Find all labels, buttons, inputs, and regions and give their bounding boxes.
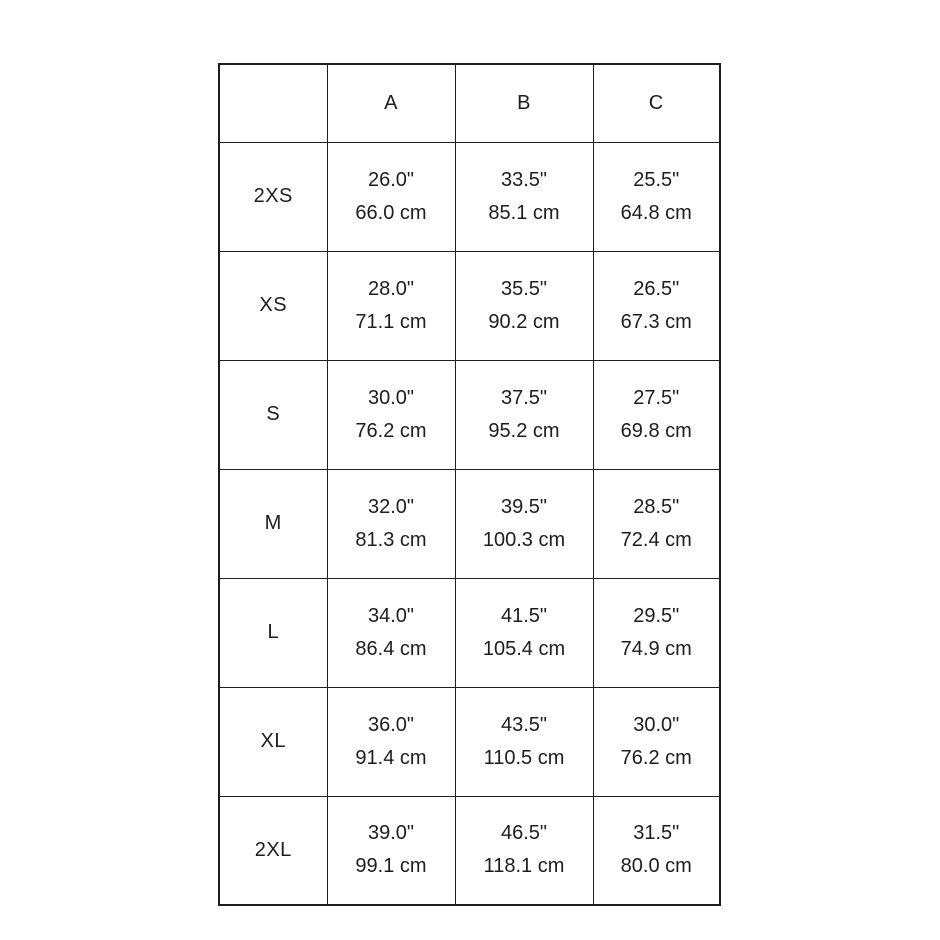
inches-value: 28.5" xyxy=(633,495,680,518)
cm-value: 86.4 cm xyxy=(355,637,427,660)
table-row-xs xyxy=(219,251,720,360)
cm-value: 81.3 cm xyxy=(355,528,427,551)
cm-value: 76.2 cm xyxy=(355,419,427,442)
measurement-cell xyxy=(327,578,455,687)
inches-value: 27.5" xyxy=(633,386,680,409)
inches-value: 43.5" xyxy=(500,713,548,736)
cm-value: 91.4 cm xyxy=(355,746,427,769)
cm-value: 64.8 cm xyxy=(620,201,692,224)
cm-value: 90.2 cm xyxy=(488,310,560,333)
inches-value: 30.0" xyxy=(633,713,680,736)
measurement-cell xyxy=(593,578,720,687)
cm-value: 118.1 cm xyxy=(483,855,565,878)
column-header-b: B xyxy=(455,64,593,142)
measurement-cell xyxy=(455,687,593,796)
measurement-cell xyxy=(327,469,455,578)
inches-value: 39.5" xyxy=(500,495,548,518)
measurement-cell xyxy=(327,687,455,796)
cm-value: 67.3 cm xyxy=(620,310,692,333)
row-label: S xyxy=(219,360,327,469)
inches-value: 39.0" xyxy=(367,822,415,845)
inches-value: 36.0" xyxy=(367,713,415,736)
measurement-cell xyxy=(455,251,593,360)
cm-value: 85.1 cm xyxy=(488,201,560,224)
measurement-cell xyxy=(593,360,720,469)
measurement-cell xyxy=(455,360,593,469)
measurement-cell xyxy=(327,251,455,360)
size-chart-table xyxy=(218,63,721,906)
inches-value: 34.0" xyxy=(367,604,415,627)
cm-value: 105.4 cm xyxy=(482,637,566,660)
inches-value: 30.0" xyxy=(367,386,415,409)
inches-value: 33.5" xyxy=(500,168,548,191)
measurement-cell xyxy=(455,142,593,251)
column-header-c: C xyxy=(593,64,720,142)
table-row-2xl xyxy=(219,796,720,905)
measurement-cell xyxy=(455,469,593,578)
cm-value: 76.2 cm xyxy=(620,746,692,769)
cm-value: 99.1 cm xyxy=(355,855,427,878)
cm-value: 80.0 cm xyxy=(620,855,692,878)
table-row-s xyxy=(219,360,720,469)
cm-value: 69.8 cm xyxy=(620,419,692,442)
cm-value: 66.0 cm xyxy=(355,201,427,224)
inches-value: 25.5" xyxy=(633,168,680,191)
inches-value: 32.0" xyxy=(367,495,415,518)
measurement-cell xyxy=(327,360,455,469)
cm-value: 72.4 cm xyxy=(620,528,692,551)
inches-value: 26.0" xyxy=(367,168,415,191)
measurement-cell xyxy=(593,687,720,796)
row-label: L xyxy=(219,578,327,687)
header-row xyxy=(219,64,720,142)
measurement-cell xyxy=(593,142,720,251)
cm-value: 100.3 cm xyxy=(482,528,566,551)
measurement-cell xyxy=(455,578,593,687)
inches-value: 41.5" xyxy=(500,604,548,627)
measurement-cell xyxy=(327,142,455,251)
table-row-2xs xyxy=(219,142,720,251)
inches-value: 26.5" xyxy=(633,277,680,300)
row-label: 2XS xyxy=(219,142,327,251)
row-label: M xyxy=(219,469,327,578)
inches-value: 29.5" xyxy=(633,604,680,627)
row-label: 2XL xyxy=(219,796,327,905)
table-row-xl xyxy=(219,687,720,796)
table-row-m xyxy=(219,469,720,578)
corner-cell xyxy=(219,64,327,142)
table-row-l xyxy=(219,578,720,687)
cm-value: 74.9 cm xyxy=(620,637,692,660)
inches-value: 46.5" xyxy=(500,822,548,845)
row-label: XL xyxy=(219,687,327,796)
measurement-cell xyxy=(455,796,593,905)
cm-value: 71.1 cm xyxy=(355,310,427,333)
measurement-cell xyxy=(327,796,455,905)
cm-value: 110.5 cm xyxy=(483,746,565,769)
column-header-a: A xyxy=(327,64,455,142)
measurement-cell xyxy=(593,469,720,578)
inches-value: 31.5" xyxy=(633,822,680,845)
inches-value: 37.5" xyxy=(500,386,548,409)
inches-value: 35.5" xyxy=(500,277,548,300)
measurement-cell xyxy=(593,796,720,905)
measurement-cell xyxy=(593,251,720,360)
cm-value: 95.2 cm xyxy=(488,419,560,442)
inches-value: 28.0" xyxy=(367,277,415,300)
row-label: XS xyxy=(219,251,327,360)
